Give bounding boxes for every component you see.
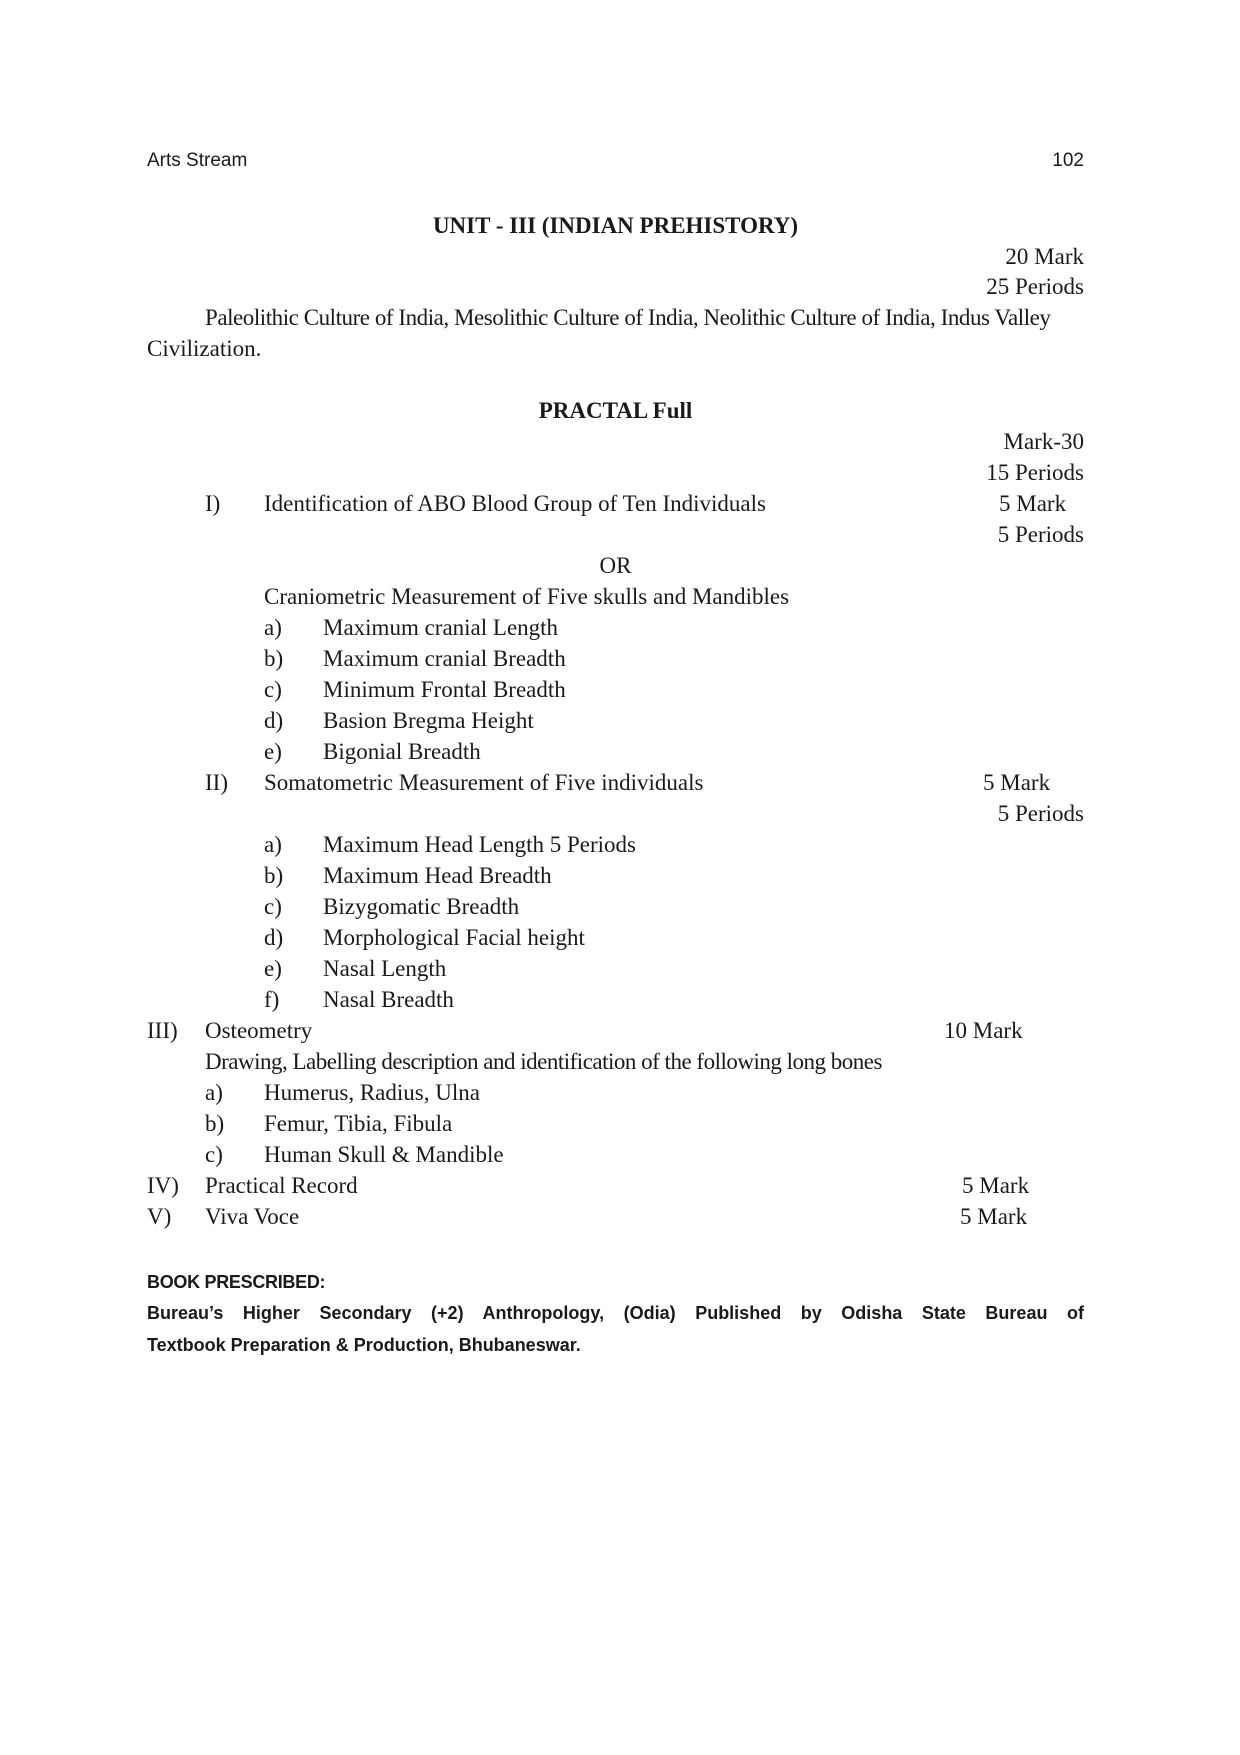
unit-periods: 25 Periods [986,274,1084,299]
item3-sub-text: Human Skull & Mandible [264,1142,504,1167]
item3-number: III) [147,1018,178,1043]
item1-sub-label: e) [264,739,282,764]
page-number: 102 [1052,150,1084,171]
item2-sub-text: Nasal Length [323,956,447,981]
item1-alt-title: Craniometric Measurement of Five skulls and Mandibles [264,584,790,609]
item3-description: Drawing, Labelling description and identification of the following long bones [205,1049,882,1074]
practical-marks: Mark-30 [1003,429,1084,454]
item1-sub-label: d) [264,708,284,733]
item1-title: Identification of ABO Blood Group of Ten Individuals [264,491,766,516]
practical-periods: 15 Periods [986,460,1084,485]
item2-sub-label: c) [264,894,282,919]
item4-number: IV) [147,1173,179,1198]
item3-sub-text: Femur, Tibia, Fibula [264,1111,453,1136]
item2-sub-label: f) [264,987,280,1012]
item2-sub-text: Maximum Head Breadth [323,863,552,888]
item1-sub-label: b) [264,646,284,671]
item1-periods: 5 Periods [997,522,1084,547]
item1-sub-text: Maximum cranial Length [323,615,559,640]
item3-sub-text: Humerus, Radius, Ulna [264,1080,480,1105]
item5-title: Viva Voce [205,1204,300,1229]
item1-or: OR [599,553,632,578]
item4-marks: 5 Mark [962,1173,1030,1198]
item2-number: II) [205,770,228,795]
item2-title: Somatometric Measurement of Five individuals [264,770,704,795]
unit-content-line1: Paleolithic Culture of India, Mesolithic Culture of India, Neolithic Culture of India, Indus Valley [205,305,1051,330]
item1-sub-text: Bigonial Breadth [323,739,481,764]
book-heading: BOOK PRESCRIBED: [147,1272,326,1292]
item3-sub-label: a) [205,1080,223,1105]
unit-marks: 20 Mark [1005,244,1084,269]
item2-sub-label: a) [264,832,282,857]
item5-marks: 5 Mark [960,1204,1028,1229]
practical-title: PRACTAL Full [538,398,693,423]
item2-marks: 5 Mark [983,770,1051,795]
item1-marks: 5 Mark [999,491,1067,516]
book-line1: Bureau’s Higher Secondary (+2) Anthropology, (Odia) Published by Odisha State Bureau of [147,1303,1084,1323]
item3-sub-label: c) [205,1142,223,1167]
item2-sub-text: Maximum Head Length 5 Periods [323,832,637,857]
item3-sub-label: b) [205,1111,225,1136]
item4-title: Practical Record [205,1173,358,1198]
item1-sub-text: Maximum cranial Breadth [323,646,566,671]
item1-sub-text: Minimum Frontal Breadth [323,677,566,702]
item1-sub-label: a) [264,615,282,640]
unit-title: UNIT - III (INDIAN PREHISTORY) [432,213,799,238]
item2-sub-text: Morphological Facial height [323,925,585,950]
item1-sub-label: c) [264,677,282,702]
item3-title: Osteometry [205,1018,313,1043]
item5-number: V) [147,1204,172,1229]
item2-sub-label: b) [264,863,284,888]
item1-number: I) [205,491,221,516]
unit-content-line2: Civilization. [147,336,262,361]
item2-periods: 5 Periods [997,801,1084,826]
item3-marks: 10 Mark [944,1018,1023,1043]
item1-sub-text: Basion Bregma Height [323,708,534,733]
running-header: Arts Stream [147,150,248,171]
item2-sub-text: Bizygomatic Breadth [323,894,520,919]
item2-sub-label: d) [264,925,284,950]
item2-sub-text: Nasal Breadth [323,987,454,1012]
book-line2: Textbook Preparation & Production, Bhubaneswar. [147,1335,581,1355]
item2-sub-label: e) [264,956,282,981]
